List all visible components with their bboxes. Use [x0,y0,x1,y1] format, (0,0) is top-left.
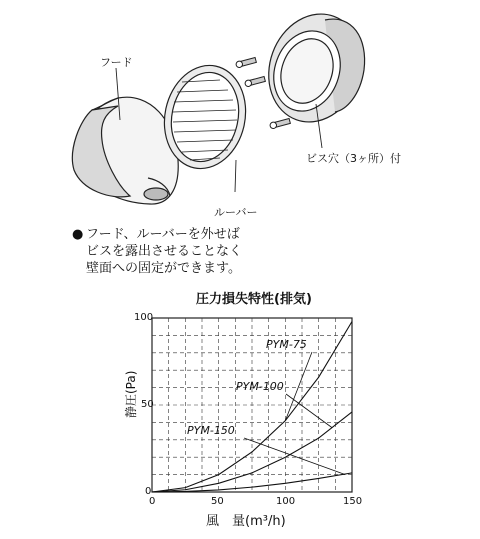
y-tick-100: 100 [134,312,154,323]
hood-illustration [72,68,178,204]
series-label-pym-100: PYM-100 [236,380,284,393]
series-label-pym-150: PYM-150 [187,424,235,437]
screw-holes-label: ビス穴（3ヶ所）付 [306,152,401,165]
x-tick-0: 0 [149,496,156,507]
y-axis-label: 静圧(Pa) [124,370,138,418]
bullet-mark: ● [72,227,84,242]
note-line-2: ビスを露出させることなく [86,244,243,259]
x-tick-150: 150 [343,496,363,507]
note-line-1: フード、ルーバーを外せば [86,227,240,242]
note-line-3: 壁面への固定ができます。 [86,261,241,276]
chart-title: 圧力損失特性(排気) [196,292,312,307]
series-label-pym-75: PYM-75 [266,338,307,351]
pressure-loss-chart [152,318,352,492]
x-tick-100: 100 [276,496,296,507]
x-tick-50: 50 [211,496,224,507]
y-tick-50: 50 [141,399,154,410]
hood-label: フード [100,56,133,69]
x-axis-label: 風 量(m³/h) [206,514,286,529]
louver-label: ルーバー [214,206,258,219]
y-tick-0: 0 [145,486,152,497]
